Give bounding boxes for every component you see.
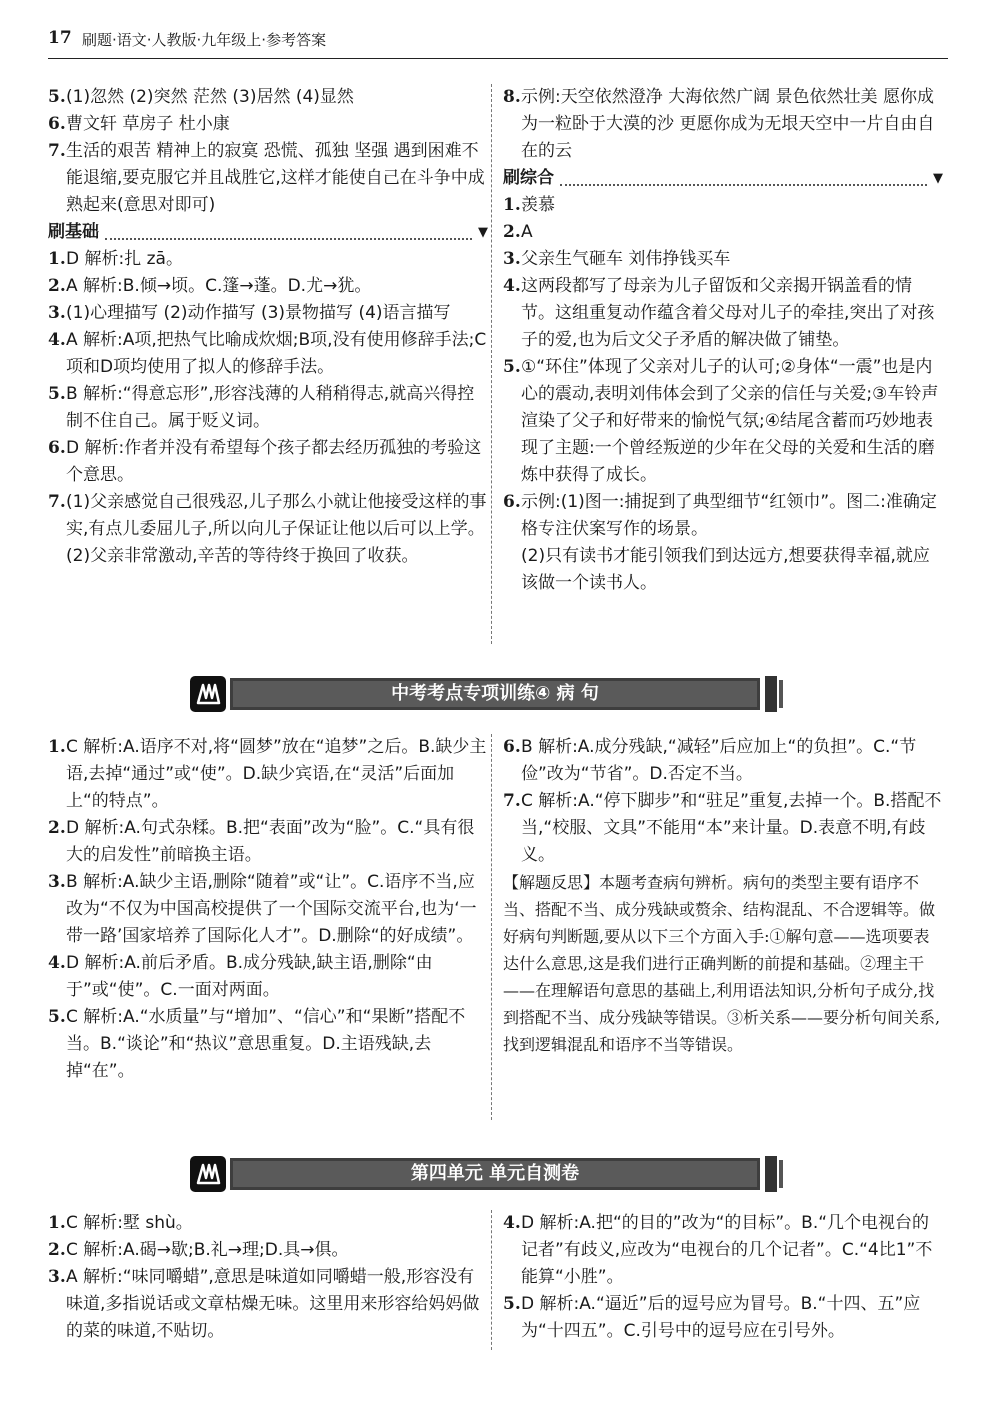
answer-item: [503, 734, 943, 788]
answer-text: 示例:(1)图一:捕捉到了典型细节“红领巾”。图二:准确定格专注伏案写作的场景。: [521, 492, 937, 539]
answer-item: [48, 435, 488, 489]
answer-number: 5.: [503, 357, 521, 377]
answer-item: [48, 111, 488, 138]
answer-list: [48, 246, 488, 543]
answer-number: 1.: [48, 249, 66, 269]
answer-text: C 解析:A.“水质量”与“增加”、“信心”和“果断”搭配不当。B.“谈论”和“热议”意思重复。D.主语残缺,去掉“在”。: [66, 1007, 466, 1081]
answer-item: [503, 219, 943, 246]
answer-text: D 解析:扎 zā。: [66, 249, 183, 269]
page-number: 17: [48, 28, 72, 48]
answer-text: D 解析:作者并没有希望每个孩子都去经历孤独的考验这个意思。: [66, 438, 482, 485]
answer-item: [48, 246, 488, 273]
answer-item: [503, 273, 943, 354]
column-divider: [491, 84, 492, 644]
answer-text: C 解析:A.“停下脚步”和“驻足”重复,去掉一个。B.搭配不当,“校服、文具”不能用“本”来计量。D.表意不明,有歧义。: [521, 791, 942, 865]
answer-text: B 解析:“得意忘形”,形容浅薄的人稍稍得志,就高兴得控制不住自己。属于贬义词。: [66, 384, 475, 431]
top-left-column: [48, 84, 488, 570]
triangle-down-icon: ▼: [933, 171, 943, 186]
answer-list: [503, 1210, 943, 1345]
answer-text: B 解析:A.成分残缺,“减轻”后应加上“的负担”。C.“节俭”改为“节省”。D.否定不当。: [521, 737, 917, 784]
answer-number: 6.: [503, 492, 521, 512]
answer-number: 5.: [503, 1294, 521, 1314]
answer-list: [503, 192, 943, 543]
answer-item: [48, 1237, 488, 1264]
answer-text: C 解析:墅 shù。: [66, 1213, 193, 1233]
middle-right-column: [503, 734, 943, 1058]
answer-number: 4.: [503, 276, 521, 296]
answer-item: [503, 1291, 943, 1345]
dotted-leader: [560, 172, 927, 186]
answer-number: 7.: [48, 141, 66, 161]
answer-item: [48, 273, 488, 300]
bottom-left-column: [48, 1210, 488, 1345]
column-divider: [491, 734, 492, 1120]
answer-text: 示例:天空依然澄净 大海依然广阔 景色依然壮美 愿你成为一粒卧于大漠的沙 更愿你成为无垠天空中一片自由自在的云: [521, 87, 935, 161]
answer-number: 2.: [48, 1240, 66, 1260]
answer-text: A 解析:“味同嚼蜡”,意思是味道如同嚼蜡一般,形容没有味道,多指说话或文章枯燥无味。这里用来形容给妈妈做的菜的味道,不贴切。: [66, 1267, 480, 1341]
answer-text: 这两段都写了母亲为儿子留饭和父亲揭开锅盖看的情节。这组重复动作蕴含着父母对儿子的牵挂,突出了对孩子的爱,也为后文父子矛盾的解决做了铺垫。: [521, 276, 935, 350]
answer-number: 1.: [503, 195, 521, 215]
answer-list: [503, 734, 943, 869]
answer-item: [503, 788, 943, 869]
answer-item: [48, 381, 488, 435]
answer-item: [48, 950, 488, 1004]
answer-number: 7.: [503, 791, 521, 811]
answer-continuation: (2)父亲非常激动,辛苦的等待终于换回了收获。: [66, 546, 419, 566]
bottom-right-column: [503, 1210, 943, 1345]
answer-text: 父亲生气砸车 刘伟挣钱买车: [521, 249, 731, 269]
section-heading-label: 刷基础: [48, 222, 99, 242]
column-divider: [491, 1210, 492, 1350]
answer-number: 5.: [48, 1007, 66, 1027]
answer-text: (1)心理描写 (2)动作描写 (3)景物描写 (4)语言描写: [66, 303, 451, 323]
answer-item: [503, 354, 943, 489]
answer-number: 6.: [48, 438, 66, 458]
answer-text: D 解析:A.“逼近”后的逗号应为冒号。B.“十四、五”应为“十四五”。C.引号中的逗号应在引号外。: [521, 1294, 921, 1341]
dotted-leader: [105, 226, 472, 240]
section-banner-sentence-errors: [190, 676, 788, 712]
answer-text: D 解析:A.前后矛盾。B.成分残缺,缺主语,删除“由于”或“使”。C.一面对两面。: [66, 953, 433, 1000]
answer-number: 4.: [48, 330, 66, 350]
section-heading-label: 刷综合: [503, 168, 554, 188]
banner-endcap: [779, 1160, 783, 1188]
page-header: [48, 28, 948, 59]
answer-item: [48, 1004, 488, 1085]
answer-text: B 解析:A.缺少主语,删除“随着”或“让”。C.语序不当,应改为“不仅为中国高校提供了一个国际交流平台,也为‘一带一路’国家培养了国际化人才”。D.删除“的好成绩”。: [66, 872, 477, 946]
answer-number: 4.: [503, 1213, 521, 1233]
answer-number: 3.: [48, 1267, 66, 1287]
answer-item: [48, 84, 488, 111]
answer-number: 3.: [503, 249, 521, 269]
section-heading-comprehensive: [503, 165, 943, 192]
answer-text: 生活的艰苦 精神上的寂寞 恐慌、孤独 坚强 遇到困难不能退缩,要克服它并且战胜它,这样才能使自己在斗争中成熟起来(意思对即可): [66, 141, 485, 215]
answer-item: [48, 327, 488, 381]
analysis-note: [503, 869, 943, 1058]
top-right-column: [503, 84, 943, 597]
answer-item: [48, 138, 488, 219]
banner-title: 第四单元 单元自测卷: [230, 1158, 760, 1190]
answer-item: [48, 1210, 488, 1237]
triangle-down-icon: ▼: [478, 225, 488, 240]
banner-endcap: [765, 676, 777, 712]
answer-text: D 解析:A.句式杂糅。B.把“表面”改为“脸”。C.“具有很大的启发性”前暗换主语。: [66, 818, 475, 865]
middle-left-column: [48, 734, 488, 1085]
answer-number: 5.: [48, 384, 66, 404]
answer-continuation: (2)只有读书才能引领我们到达远方,想要获得幸福,就应该做一个读书人。: [521, 546, 930, 593]
banner-endcap: [779, 680, 783, 708]
analysis-label: 【解题反思】: [503, 873, 600, 892]
answer-number: 1.: [48, 1213, 66, 1233]
answer-item: [48, 734, 488, 815]
answer-number: 3.: [48, 303, 66, 323]
answer-text: A 解析:A项,把热气比喻成炊烟;B项,没有使用修辞手法;C项和D项均使用了拟人的修辞手法。: [66, 330, 487, 377]
section-banner-unit-test: [190, 1156, 788, 1192]
answer-number: 6.: [48, 114, 66, 134]
answer-number: 7.: [48, 492, 66, 512]
banner-title: 中考考点专项训练④ 病 句: [230, 678, 760, 710]
answer-text: A 解析:B.倾→顷。C.篷→蓬。D.尤→犹。: [66, 276, 372, 296]
answer-list: [503, 84, 943, 165]
brand-logo-icon: [190, 1156, 226, 1192]
answer-number: 2.: [48, 818, 66, 838]
answer-number: 6.: [503, 737, 521, 757]
answer-item: [503, 489, 943, 543]
answer-list: [48, 84, 488, 219]
brand-logo-icon: [190, 676, 226, 712]
answer-item: [503, 84, 943, 165]
analysis-text: 本题考查病句辨析。病句的类型主要有语序不当、搭配不当、成分残缺或赘余、结构混乱、不合逻辑等。做好病句判断题,要从以下三个方面入手:①解句意——选项要表达什么意思,这是我们进行正确判断的前提和基础。②理主干——在理解语句意思的基础上,利用语法知识,分析句子成分,找到搭配不当、成分残缺等错误。③析关系——要分析句间关系,找到逻辑混乱和语序不当等错误。: [503, 873, 941, 1054]
answer-text: (1)父亲感觉自己很残忍,儿子那么小就让他接受这样的事实,有点儿委屈儿子,所以向儿子保证让他以后可以上学。: [66, 492, 487, 539]
page-header-title: 刷题·语文·人教版·九年级上·参考答案: [82, 31, 327, 49]
answer-list: [48, 734, 488, 1085]
answer-number: 3.: [48, 872, 66, 892]
answer-item: [48, 1264, 488, 1345]
answer-item: [48, 869, 488, 950]
answer-number: 2.: [48, 276, 66, 296]
answer-number: 8.: [503, 87, 521, 107]
answer-item: [48, 489, 488, 543]
section-heading-basic: [48, 219, 488, 246]
answer-number: 2.: [503, 222, 521, 242]
answer-item: [503, 192, 943, 219]
answer-number: 5.: [48, 87, 66, 107]
answer-item: [48, 300, 488, 327]
answer-text: 曹文轩 草房子 杜小康: [66, 114, 230, 134]
answer-text: D 解析:A.把“的目的”改为“的目标”。B.“几个电视台的记者”有歧义,应改为“电视台的几个记者”。C.“4比1”不能算“小胜”。: [521, 1213, 933, 1287]
answer-text: A: [521, 222, 533, 242]
answer-list: [48, 1210, 488, 1345]
answer-number: 4.: [48, 953, 66, 973]
answer-number: 1.: [48, 737, 66, 757]
banner-endcap: [765, 1156, 777, 1192]
answer-text: (1)忽然 (2)突然 茫然 (3)居然 (4)显然: [66, 87, 354, 107]
answer-text: C 解析:A.语序不对,将“圆梦”放在“追梦”之后。B.缺少主语,去掉“通过”或“使”。D.缺少宾语,在“灵活”后面加上“的特点”。: [66, 737, 487, 811]
answer-item: [48, 815, 488, 869]
answer-text: ①“环住”体现了父亲对儿子的认可;②身体“一震”也是内心的震动,表明刘伟体会到了父亲的信任与关爱;③车铃声渲染了父子和好带来的愉悦气氛;④结尾含蓄而巧妙地表现了主题:一个曾经叛逆的少年在父母的关爱和生活的磨炼中获得了成长。: [521, 357, 939, 485]
answer-text: C 解析:A.碣→歇;B.礼→理;D.具→俱。: [66, 1240, 349, 1260]
answer-item: [503, 1210, 943, 1291]
answer-text: 羡慕: [521, 195, 555, 215]
answer-item: [503, 246, 943, 273]
